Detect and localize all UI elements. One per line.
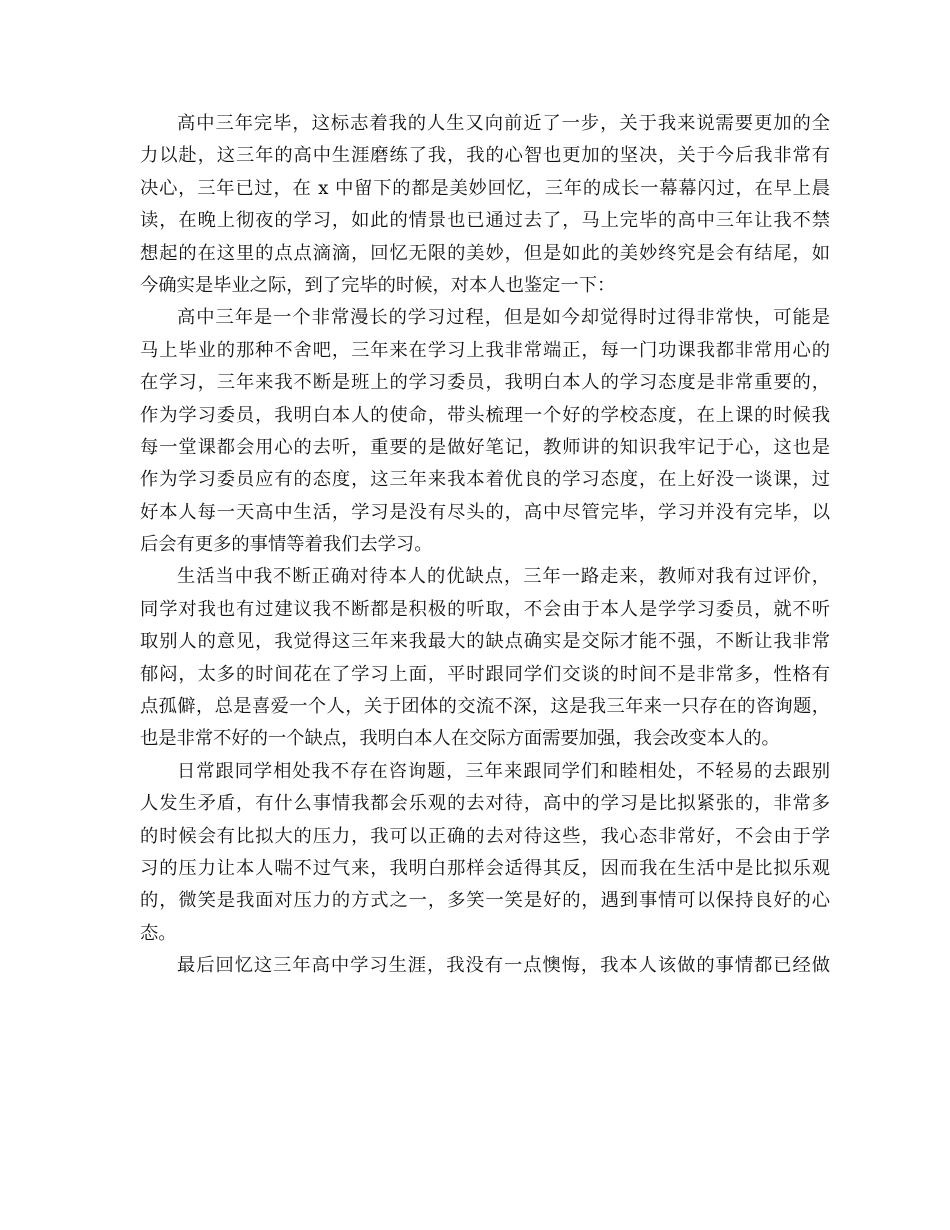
text-line: 作为学习委员，我明白本人的使命，带头梳理一个好的学校态度，在上课的时候我 bbox=[140, 404, 830, 426]
text-line: 最后回忆这三年高中学习生涯，我没有一点懊悔，我本人该做的事情都已经做 bbox=[177, 955, 830, 977]
paragraph bbox=[140, 302, 830, 561]
text-line: 力以赴，这三年的高中生涯磨练了我，我的心智也更加的坚决，关于今后我非常有 bbox=[140, 145, 830, 167]
text-line: 态。 bbox=[140, 922, 177, 944]
text-line: 生活当中我不断正确对待本人的优缺点，三年一路走来，教师对我有过评价， bbox=[177, 566, 830, 588]
text-line: 今确实是毕业之际，到了完毕的时候，对本人也鉴定一下： bbox=[140, 274, 616, 296]
text-line: 习的压力让本人喘不过气来，我明白那样会适得其反，因而我在生活中是比拟乐观 bbox=[140, 857, 830, 879]
text-line: 在学习，三年来我不断是班上的学习委员，我明白本人的学习态度是非常重要的， bbox=[140, 372, 830, 394]
text-line: 马上毕业的那种不舍吧，三年来在学习上我非常端正，每一门功课我都非常用心的 bbox=[140, 339, 830, 361]
text-line: 每一堂课都会用心的去听，重要的是做好笔记，教师讲的知识我牢记于心，这也是 bbox=[140, 436, 830, 458]
text-line: 作为学习委员应有的态度，这三年来我本着优良的学习态度，在上好没一谈课，过 bbox=[140, 469, 830, 491]
paragraph bbox=[140, 561, 830, 755]
text-line: 日常跟同学相处我不存在咨询题，三年来跟同学们和睦相处，不轻易的去跟别 bbox=[177, 760, 830, 782]
text-line: 人发生矛盾，有什么事情我都会乐观的去对待，高中的学习是比拟紧张的，非常多 bbox=[140, 793, 830, 815]
document-body bbox=[140, 108, 830, 983]
text-line: 的，微笑是我面对压力的方式之一，多笑一笑是好的，遇到事情可以保持良好的心 bbox=[140, 890, 830, 912]
text-line: 高中三年是一个非常漫长的学习过程，但是如今却觉得时过得非常快，可能是 bbox=[177, 307, 830, 329]
text-line: 点孤僻，总是喜爱一个人，关于团体的交流不深，这是我三年来一只存在的咨询题， bbox=[140, 696, 830, 718]
text-line: 取别人的意见，我觉得这三年来我最大的缺点确实是交际才能不强，不断让我非常 bbox=[140, 631, 830, 653]
text-line: 同学对我也有过建议我不断都是积极的听取，不会由于本人是学学习委员，就不听 bbox=[140, 598, 830, 620]
text-line: 的时候会有比拟大的压力，我可以正确的去对待这些，我心态非常好，不会由于学 bbox=[140, 825, 830, 847]
text-line: 读，在晚上彻夜的学习，如此的情景也已通过去了，马上完毕的高中三年让我不禁 bbox=[140, 210, 830, 232]
paragraph bbox=[140, 108, 830, 302]
text-line: 后会有更多的事情等着我们去学习。 bbox=[140, 534, 433, 556]
paragraph bbox=[140, 950, 830, 982]
text-line: 高中三年完毕，这标志着我的人生又向前近了一步，关于我来说需要更加的全 bbox=[177, 113, 830, 134]
paragraph bbox=[140, 756, 830, 950]
text-line: 郁闷，太多的时间花在了学习上面，平时跟同学们交谈的时间不是非常多，性格有 bbox=[140, 663, 830, 685]
text-line: 好本人每一天高中生活，学习是没有尽头的，高中尽管完毕，学习并没有完毕，以 bbox=[140, 501, 830, 523]
text-line: 决心，三年已过，在 x 中留下的都是美妙回忆，三年的成长一幕幕闪过，在早上晨 bbox=[140, 177, 830, 199]
text-line: 想起的在这里的点点滴滴，回忆无限的美妙，但是如此的美妙终究是会有结尾，如 bbox=[140, 242, 830, 264]
text-line: 也是非常不好的一个缺点，我明白本人在交际方面需要加强，我会改变本人的。 bbox=[140, 728, 780, 750]
